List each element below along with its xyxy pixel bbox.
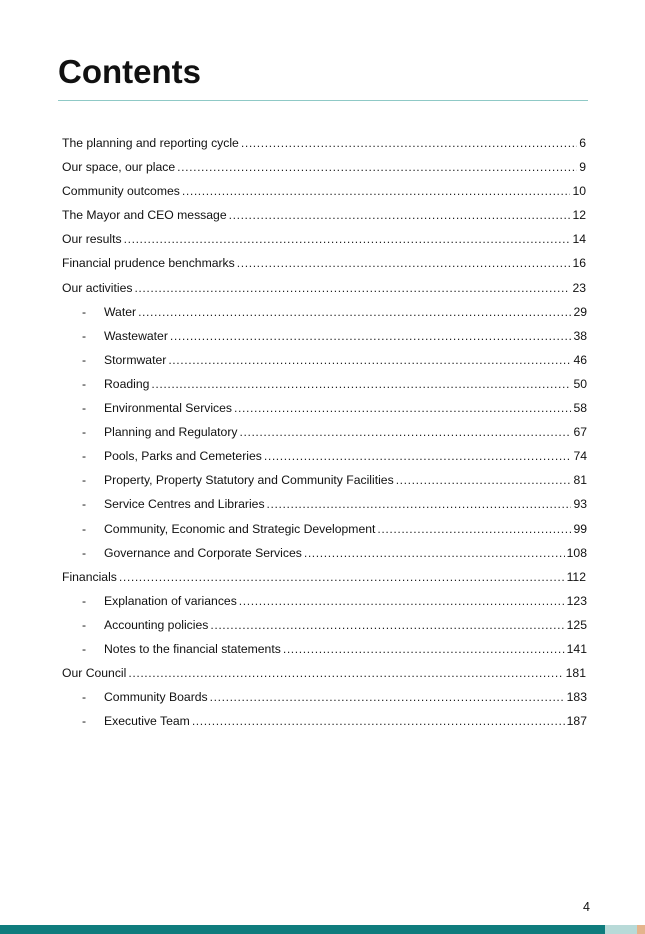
toc-dot-leader [210, 690, 565, 704]
toc-entry[interactable] [62, 522, 587, 546]
toc-entry[interactable] [62, 642, 587, 666]
toc-entry-page: 187 [566, 714, 587, 729]
toc-entry-page: 16 [572, 256, 586, 271]
toc-entry-page: 9 [579, 160, 586, 175]
toc-sub-marker: - [82, 449, 87, 464]
toc-entry[interactable] [62, 473, 587, 497]
toc-entry-label: Roading [104, 376, 150, 391]
toc-entry-page: 38 [573, 328, 587, 343]
toc-entry[interactable] [62, 401, 587, 425]
toc-entry-label: Financials [62, 569, 117, 584]
toc-entry-page: 23 [572, 280, 586, 295]
toc-entry-page: 50 [573, 376, 587, 391]
toc-dot-leader [170, 329, 572, 343]
toc-entry-label: Pools, Parks and Cemeteries [104, 449, 262, 464]
toc-entry-label: Accounting policies [104, 617, 209, 632]
toc-entry[interactable] [62, 497, 587, 521]
toc-dot-leader [134, 281, 570, 295]
toc-dot-leader [304, 546, 565, 560]
toc-entry[interactable] [62, 184, 587, 208]
toc-dot-leader [182, 184, 571, 198]
toc-dot-leader [210, 618, 564, 632]
toc-entry[interactable] [62, 449, 587, 473]
toc-dot-leader [237, 256, 571, 270]
toc-sub-marker: - [82, 521, 87, 536]
toc-sub-marker: - [82, 328, 87, 343]
toc-dot-leader [119, 570, 565, 584]
toc-entry-page: 99 [573, 521, 587, 536]
toc-entry-page: 58 [573, 401, 587, 416]
toc-dot-leader [396, 473, 572, 487]
toc-entry-label: Executive Team [104, 714, 190, 729]
page-number: 4 [583, 900, 590, 914]
toc-entry[interactable] [62, 666, 587, 690]
toc-entry-page: 46 [573, 352, 587, 367]
toc-entry[interactable] [62, 377, 587, 401]
toc-dot-leader [239, 594, 565, 608]
toc-entry-page: 112 [566, 569, 586, 584]
toc-dot-leader [168, 353, 571, 367]
toc-entry[interactable] [62, 160, 587, 184]
toc-entry[interactable] [62, 690, 587, 714]
toc-entry-label: Our Council [62, 666, 127, 681]
toc-entry-label: Governance and Corporate Services [104, 545, 302, 560]
toc-entry-label: Notes to the financial statements [104, 641, 281, 656]
toc-sub-marker: - [82, 641, 87, 656]
toc-dot-leader [128, 666, 563, 680]
toc-entry-page: 125 [566, 617, 587, 632]
toc-entry[interactable] [62, 256, 587, 280]
toc-dot-leader [283, 642, 565, 656]
toc-entry-label: Community, Economic and Strategic Development [104, 521, 376, 536]
toc-dot-leader [264, 449, 572, 463]
toc-entry[interactable] [62, 232, 587, 256]
toc-entry-page: 123 [566, 593, 587, 608]
toc-sub-marker: - [82, 593, 87, 608]
toc-entry-page: 108 [566, 545, 587, 560]
toc-dot-leader [177, 160, 577, 174]
footer-bar [0, 925, 605, 934]
toc-dot-leader [234, 401, 571, 415]
toc-entry-label: The planning and reporting cycle [62, 136, 239, 150]
toc-sub-marker: - [82, 714, 87, 729]
toc-dot-leader [241, 136, 577, 150]
toc-sub-marker: - [82, 545, 87, 560]
toc-entry-label: Stormwater [104, 352, 167, 367]
toc-entry-page: 10 [572, 184, 586, 199]
title-divider [58, 100, 588, 101]
toc-entry-label: Our space, our place [62, 160, 176, 175]
footer-bar-light [605, 925, 637, 934]
toc-entry-label: Service Centres and Libraries [104, 497, 265, 512]
toc-entry[interactable] [62, 714, 587, 738]
toc-entry-page: 6 [579, 136, 586, 150]
toc-sub-marker: - [82, 401, 87, 416]
toc-entry[interactable] [62, 305, 587, 329]
toc-entry[interactable] [62, 546, 587, 570]
toc-sub-marker: - [82, 376, 87, 391]
toc-sub-marker: - [82, 352, 87, 367]
toc-entry-label: Our results [62, 232, 122, 247]
toc-sub-marker: - [82, 304, 87, 319]
toc-sub-marker: - [82, 497, 87, 512]
toc-entry-label: Planning and Regulatory [104, 425, 238, 440]
toc-entry-label: Explanation of variances [104, 593, 237, 608]
toc-entry[interactable] [62, 425, 587, 449]
toc-dot-leader [239, 425, 571, 439]
toc-dot-leader [192, 714, 565, 728]
toc-entry[interactable] [62, 570, 587, 594]
toc-entry[interactable] [62, 208, 587, 232]
toc-entry-page: 67 [573, 425, 587, 440]
toc-entry[interactable] [62, 136, 587, 160]
toc-entry-page: 181 [565, 666, 586, 681]
toc-entry-label: The Mayor and CEO message [62, 208, 227, 223]
toc-entry-label: Financial prudence benchmarks [62, 256, 235, 271]
footer-bar-accent [637, 925, 645, 934]
toc-entry[interactable] [62, 353, 587, 377]
toc-entry-page: 93 [573, 497, 587, 512]
toc-sub-marker: - [82, 690, 87, 705]
toc-entry[interactable] [62, 594, 587, 618]
toc-entry-page: 12 [572, 208, 586, 223]
toc-sub-marker: - [82, 425, 87, 440]
toc-entry[interactable] [62, 329, 587, 353]
toc-entry[interactable] [62, 618, 587, 642]
toc-entry-label: Property, Property Statutory and Community Facilities [104, 473, 394, 488]
toc-entry-page: 29 [573, 304, 587, 319]
toc-dot-leader [138, 305, 571, 319]
toc-dot-leader [377, 522, 571, 536]
toc-entry-label: Wastewater [104, 328, 168, 343]
toc-dot-leader [267, 497, 572, 511]
toc-entry-page: 81 [573, 473, 587, 488]
toc-entry[interactable] [62, 281, 587, 305]
toc-sub-marker: - [82, 617, 87, 632]
toc-dot-leader [229, 208, 571, 222]
toc-entry-page: 183 [566, 690, 587, 705]
toc-entry-label: Environmental Services [104, 401, 233, 416]
toc-entry-label: Community outcomes [62, 184, 180, 199]
table-of-contents [62, 136, 587, 738]
page-title: Contents [58, 53, 201, 90]
toc-entry-page: 74 [573, 449, 587, 464]
toc-entry-page: 14 [572, 232, 586, 247]
toc-dot-leader [124, 232, 571, 246]
toc-sub-marker: - [82, 473, 87, 488]
toc-entry-label: Our activities [62, 280, 133, 295]
toc-entry-page: 141 [566, 641, 587, 656]
toc-entry-label: Water [104, 304, 137, 319]
toc-entry-label: Community Boards [104, 690, 208, 705]
toc-dot-leader [151, 377, 571, 391]
